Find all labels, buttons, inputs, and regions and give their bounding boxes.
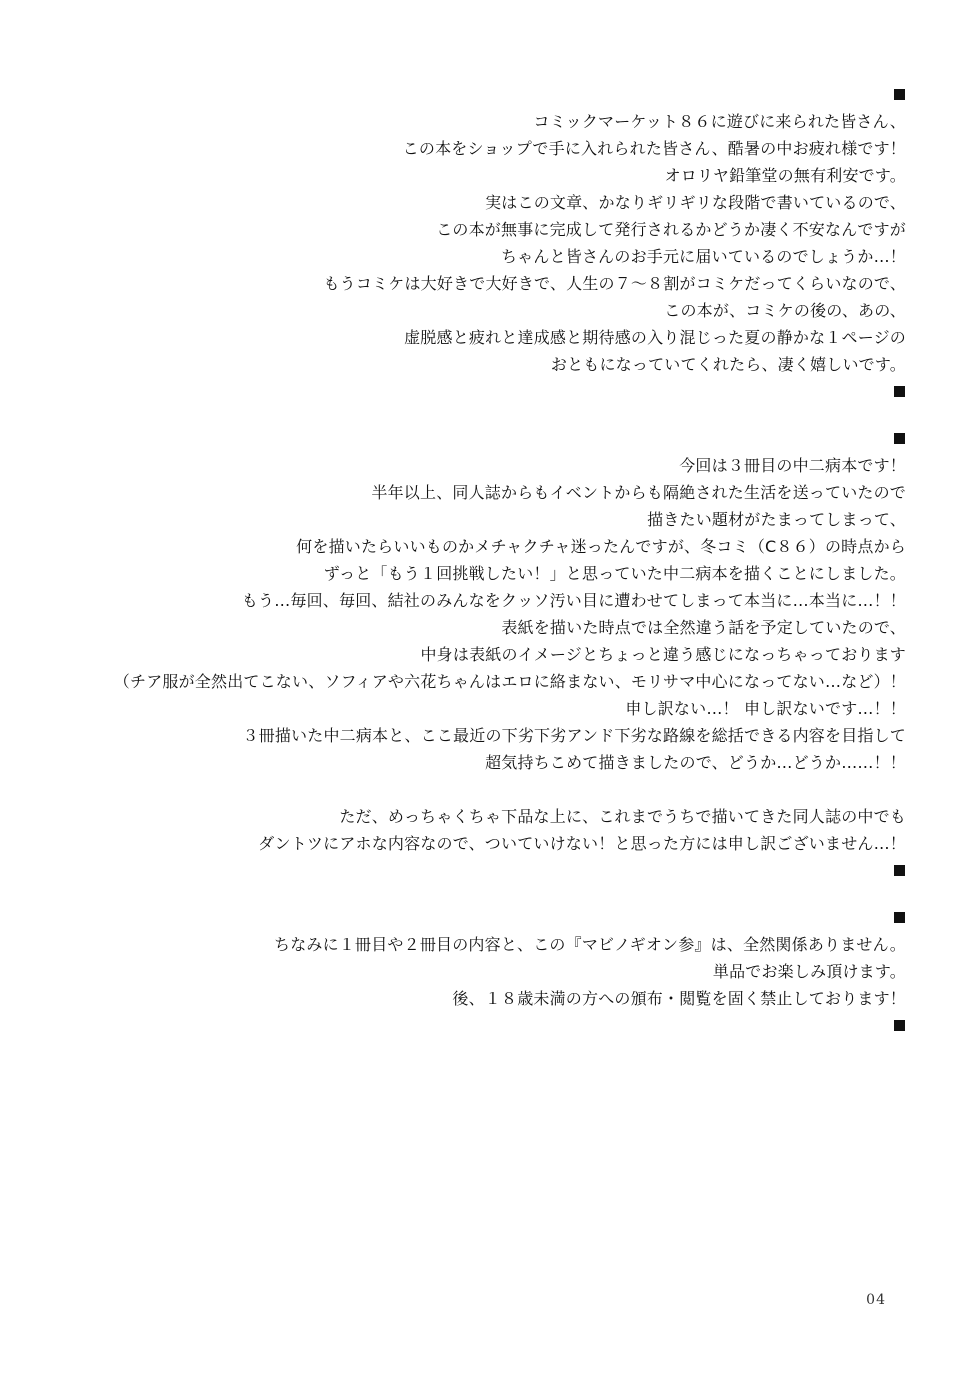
- section-1-line-8: この本が、コミケの後の、あの、: [664, 301, 906, 320]
- square-marker-icon: [894, 912, 905, 923]
- section-2-line-7: 表紙を描いた時点では全然違う話を予定していたので、: [501, 618, 906, 637]
- page-number: 04: [866, 1292, 886, 1308]
- section-2-line-9: （チア服が全然出てこない、ソフィアや六花ちゃんはエロに絡まない、モリサマ中心になってない…など）！: [113, 672, 906, 691]
- square-marker-icon: [894, 89, 905, 100]
- section-1: [66, 81, 906, 405]
- section-3-line-1: ちなみに１冊目や２冊目の内容と、この『マビノギオン参』は、全然関係ありません。: [274, 935, 906, 954]
- section-2-line-12: 超気持ちこめて描きましたので、どうか…どうか……！！: [485, 753, 906, 772]
- section-1-line-7: もうコミケは大好きで大好きで、人生の７〜８割がコミケだってくらいなので、: [323, 274, 906, 293]
- section-2-line-13: ただ、めっちゃくちゃ下品な上に、これまでうちで描いてきた同人誌の中でも: [339, 807, 906, 826]
- section-1-line-4: 実はこの文章、かなりギリギリな段階で書いているので、: [485, 193, 906, 212]
- section-1-line-9: 虚脱感と疲れと達成感と期待感の入り混じった夏の静かな１ページの: [404, 328, 906, 347]
- section-2-line-6: もう…毎回、毎回、結社のみんなをクッソ汚い目に遭わせてしまって本当に…本当に…！！: [241, 591, 906, 610]
- section-3-line-2: 単品でお楽しみ頂けます。: [712, 962, 906, 981]
- section-2-line-11: ３冊描いた中二病本と、ここ最近の下劣下劣アンド下劣な路線を総括できる内容を目指して: [242, 726, 906, 745]
- section-1-line-1: コミックマーケット８６に遊びに来られた皆さん、: [533, 112, 906, 131]
- section-2: [66, 425, 906, 884]
- section-2-line-8: 中身は表紙のイメージとちょっと違う感じになっちゃっております: [420, 645, 906, 664]
- section-2-line-10: 申し訳ない…！ 申し訳ないです…！！: [625, 699, 906, 718]
- section-2-end-marker: [66, 857, 906, 884]
- square-marker-icon: [894, 1020, 905, 1031]
- section-3-line-3: 後、１８歳未満の方への頒布・閲覧を固く禁止しております！: [452, 989, 906, 1008]
- section-2-line-5: ずっと「もう１回挑戦したい！」と思っていた中二病本を描くことにしました。: [323, 564, 906, 583]
- square-marker-icon: [894, 386, 905, 397]
- square-marker-icon: [894, 865, 905, 876]
- section-1-line-6: ちゃんと皆さんのお手元に届いているのでしょうか…！: [500, 247, 906, 266]
- section-3-start-marker: [66, 904, 906, 931]
- section-1-line-3: オロリヤ鉛筆堂の無有利安です。: [664, 166, 906, 185]
- section-2-line-3: 描きたい題材がたまってしまって、: [647, 510, 906, 529]
- section-1-end-marker: [66, 378, 906, 405]
- section-2-line-1: 今回は３冊目の中二病本です！: [679, 456, 906, 475]
- section-2-start-marker: [66, 425, 906, 452]
- section-1-line-2: この本をショップで手に入れられた皆さん、酷暑の中お疲れ様です！: [402, 139, 906, 158]
- section-1-line-10: おともになっていてくれたら、凄く嬉しいです。: [550, 355, 906, 374]
- section-1-line-5: この本が無事に完成して発行されるかどうか凄く不安なんですが: [436, 220, 906, 239]
- section-2-line-4: 何を描いたらいいものかメチャクチャ迷ったんですが、冬コミ（C８６）の時点から: [296, 537, 906, 556]
- square-marker-icon: [894, 433, 905, 444]
- section-3-end-marker: [66, 1012, 906, 1039]
- section-2-line-2: 半年以上、同人誌からもイベントからも隔絶された生活を送っていたので: [371, 483, 906, 502]
- section-1-start-marker: [66, 81, 906, 108]
- section-3: [66, 904, 906, 1039]
- section-2-gap: [66, 776, 906, 803]
- section-2-line-14: ダントツにアホな内容なので、ついていけない！と思った方には申し訳ございません…！: [258, 834, 906, 853]
